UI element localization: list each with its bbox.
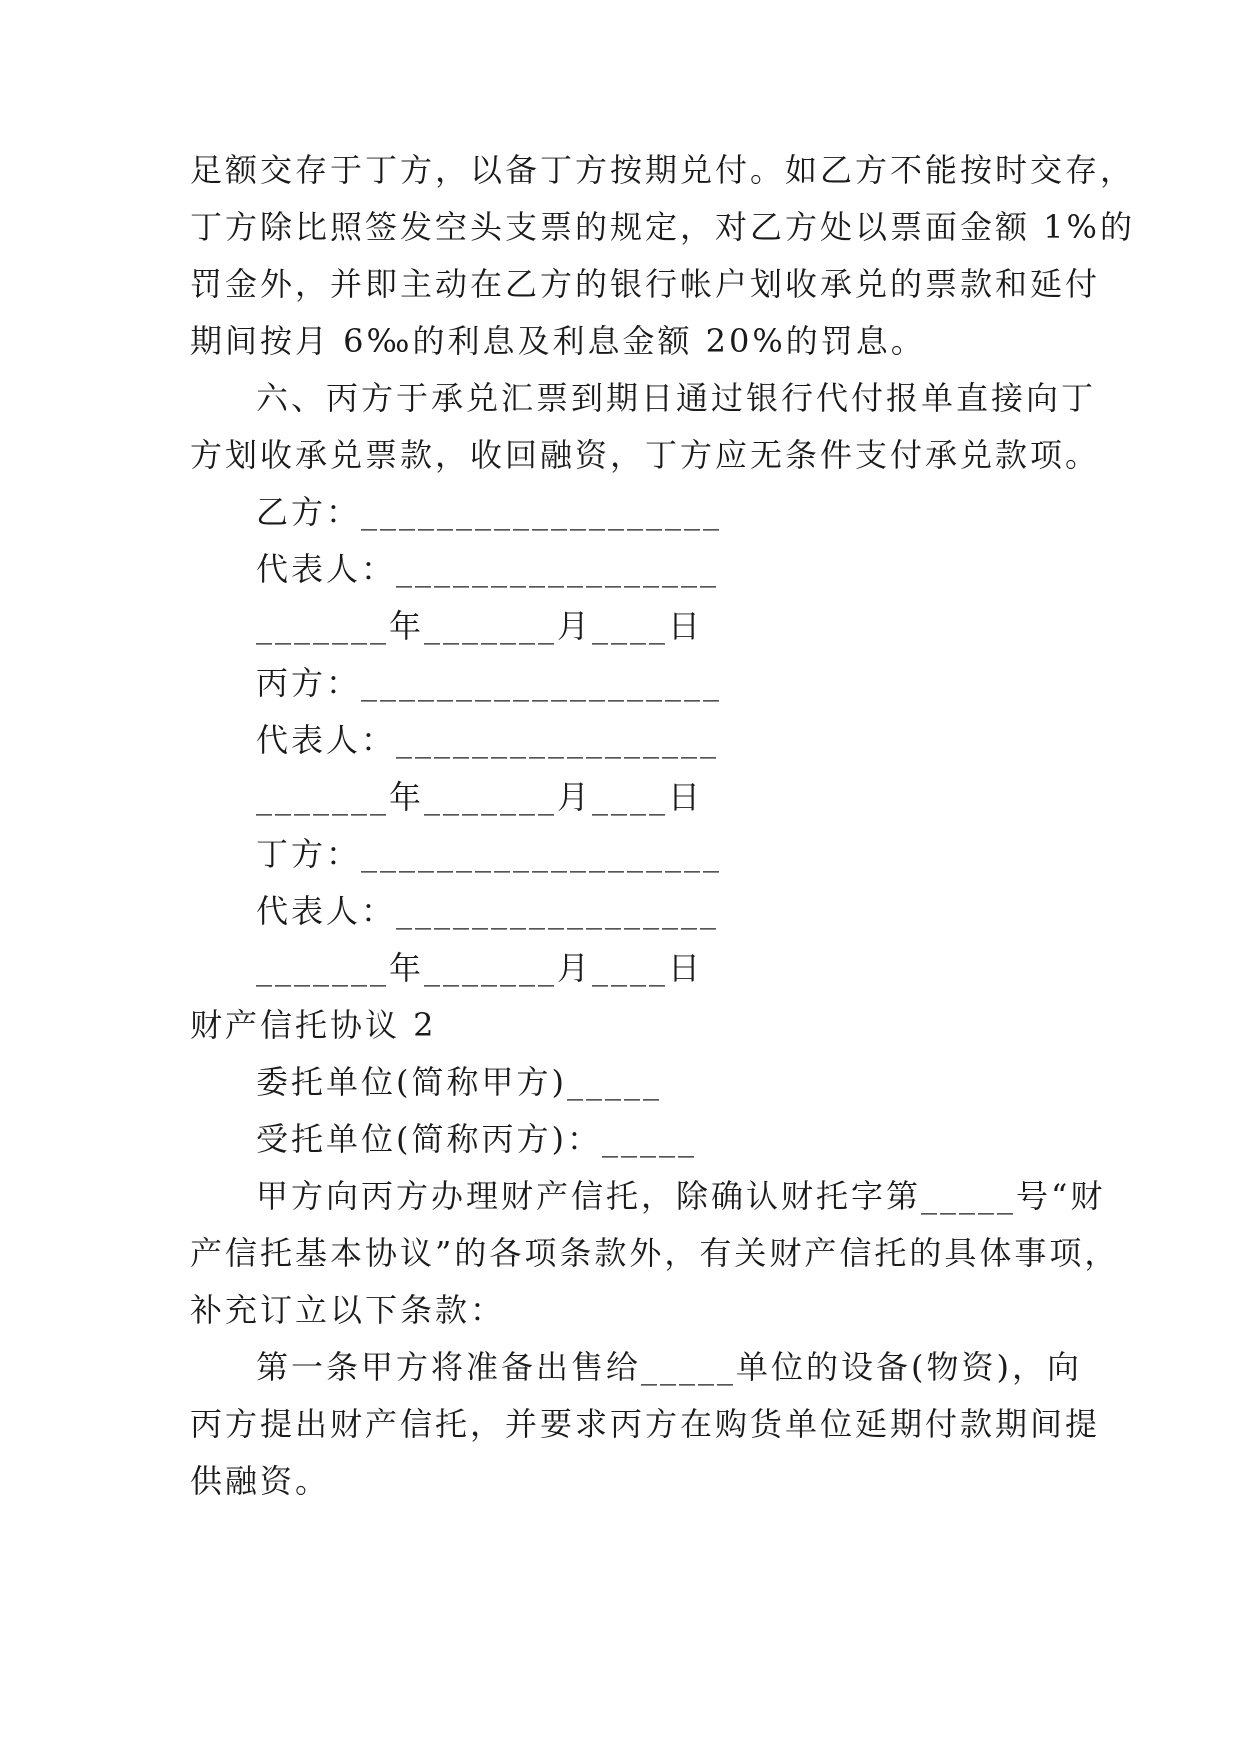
article-one-line: 丙方提出财产信托，并要求丙方在购货单位延期付款期间提: [190, 1405, 1101, 1443]
intro-line: 甲方向丙方办理财产信托，除确认财托字第_____号“财: [256, 1177, 1106, 1215]
signature-date-yi: _______年_______月____日: [256, 607, 704, 645]
intro-line: 产信托基本协议”的各项条款外，有关财产信托的具体事项，: [190, 1234, 1120, 1272]
signature-party-ding: 丁方：___________________: [256, 835, 723, 873]
intro-line: 补充订立以下条款：: [190, 1291, 506, 1329]
signature-party-yi: 乙方：___________________: [256, 493, 723, 531]
article-one-line: 供融资。: [190, 1462, 331, 1500]
signature-rep-ding: 代表人：_________________: [256, 892, 720, 930]
entrusting-unit: 委托单位(简称甲方)_____: [256, 1063, 662, 1101]
trustee-unit: 受托单位(简称丙方)：_____: [256, 1120, 697, 1158]
paragraph-line: 丁方除比照签发空头支票的规定，对乙方处以票面金额 1%的: [190, 208, 1135, 246]
agreement-title: 财产信托协议 2: [190, 1006, 437, 1044]
signature-date-ding: _______年_______月____日: [256, 949, 704, 987]
clause-six-line: 六、丙方于承兑汇票到期日通过银行代付报单直接向丁: [256, 379, 1097, 417]
paragraph-line: 罚金外，并即主动在乙方的银行帐户划收承兑的票款和延付: [190, 265, 1101, 303]
article-one-line: 第一条甲方将准备出售给_____单位的设备(物资)，向: [256, 1348, 1082, 1386]
signature-rep-bing: 代表人：_________________: [256, 721, 720, 759]
clause-six-line: 方划收承兑票款，收回融资，丁方应无条件支付承兑款项。: [190, 436, 1101, 474]
signature-rep-yi: 代表人：_________________: [256, 550, 720, 588]
signature-date-bing: _______年_______月____日: [256, 778, 704, 816]
signature-party-bing: 丙方：___________________: [256, 664, 723, 702]
paragraph-line: 足额交存于丁方，以备丁方按期兑付。如乙方不能按时交存，: [190, 151, 1136, 189]
paragraph-line: 期间按月 6‰的利息及利息金额 20%的罚息。: [190, 322, 926, 360]
